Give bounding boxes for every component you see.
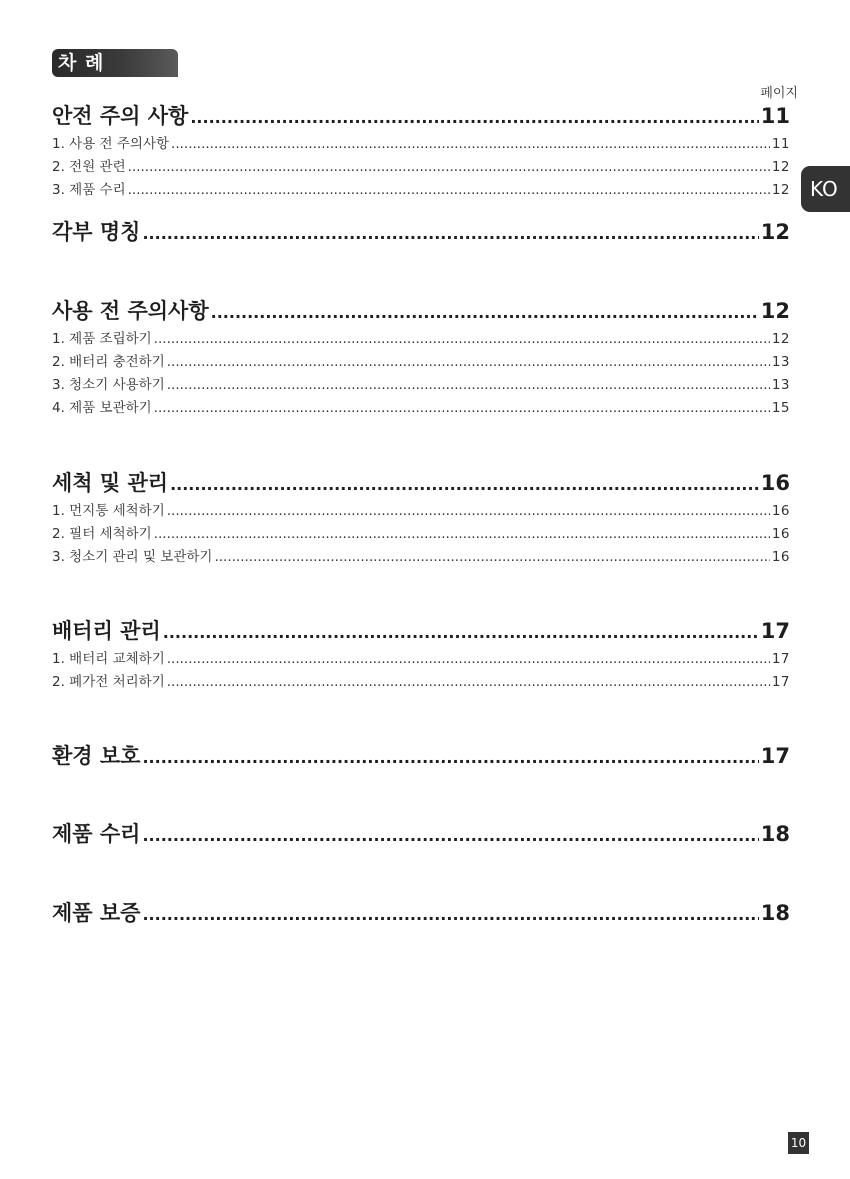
page-number: 10 <box>788 1132 809 1154</box>
toc-sub-label: 2. 필터 세척하기 <box>52 526 152 542</box>
toc-main-entry[interactable] <box>52 818 790 850</box>
toc-sub-entry[interactable] <box>52 647 790 670</box>
toc-sub-entry[interactable] <box>52 545 790 568</box>
leader-dots <box>128 159 770 175</box>
toc-section-cleaning <box>52 467 790 568</box>
toc-section-safety <box>52 100 790 201</box>
toc-sub-page: 12 <box>771 331 790 347</box>
leader-dots <box>170 475 759 494</box>
leader-dots <box>142 748 758 767</box>
toc-section-warranty <box>52 897 790 929</box>
toc-sub-page: 16 <box>771 549 790 565</box>
toc-sub-entry[interactable] <box>52 178 790 201</box>
toc-sub-label: 2. 배터리 충전하기 <box>52 354 165 370</box>
leader-dots <box>190 108 758 127</box>
toc-section-parts <box>52 216 790 248</box>
toc-main-title: 세척 및 관리 <box>52 471 169 495</box>
toc-sub-page: 17 <box>771 651 790 667</box>
toc-main-title: 배터리 관리 <box>52 619 161 643</box>
toc-main-title: 제품 수리 <box>52 822 141 846</box>
toc-main-title: 각부 명칭 <box>52 220 141 244</box>
toc-main-page: 11 <box>760 104 790 128</box>
leader-dots <box>142 224 758 243</box>
toc-main-title: 환경 보호 <box>52 744 141 768</box>
leader-dots <box>167 354 770 370</box>
toc-main-title: 제품 보증 <box>52 901 141 925</box>
toc-main-entry[interactable] <box>52 100 790 132</box>
toc-section-environment <box>52 740 790 772</box>
toc-sub-label: 1. 배터리 교체하기 <box>52 651 165 667</box>
toc-main-page: 12 <box>760 220 790 244</box>
leader-dots <box>163 623 759 642</box>
toc-section-before-use <box>52 295 790 419</box>
toc-main-entry[interactable] <box>52 740 790 772</box>
leader-dots <box>214 549 769 565</box>
toc-sub-page: 12 <box>771 159 790 175</box>
leader-dots <box>211 303 759 322</box>
language-tab[interactable]: KO <box>801 166 850 212</box>
toc-main-title: 사용 전 주의사항 <box>52 299 209 323</box>
leader-dots <box>154 400 770 416</box>
toc-sub-label: 1. 먼지통 세척하기 <box>52 503 165 519</box>
toc-sub-entry[interactable] <box>52 155 790 178</box>
toc-sub-label: 3. 제품 수리 <box>52 182 126 198</box>
toc-main-entry[interactable] <box>52 467 790 499</box>
toc-sub-label: 4. 제품 보관하기 <box>52 400 152 416</box>
leader-dots <box>142 905 758 924</box>
toc-sub-entry[interactable] <box>52 350 790 373</box>
toc-sub-entry[interactable] <box>52 396 790 419</box>
toc-main-entry[interactable] <box>52 615 790 647</box>
toc-sub-label: 2. 폐가전 처리하기 <box>52 674 165 690</box>
toc-main-page: 18 <box>760 901 790 925</box>
toc-title-badge: 차 례 <box>52 49 178 77</box>
leader-dots <box>154 331 770 347</box>
toc-sub-label: 2. 전원 관련 <box>52 159 126 175</box>
toc-main-entry[interactable] <box>52 897 790 929</box>
leader-dots <box>171 136 770 152</box>
toc-main-title: 안전 주의 사항 <box>52 104 189 128</box>
toc-main-page: 12 <box>760 299 790 323</box>
page-column-label: 페이지 <box>760 86 798 101</box>
toc-sub-page: 13 <box>771 354 790 370</box>
toc-sub-entry[interactable] <box>52 522 790 545</box>
toc-sub-entry[interactable] <box>52 499 790 522</box>
leader-dots <box>154 526 770 542</box>
toc-main-page: 16 <box>760 471 790 495</box>
toc-main-page: 17 <box>760 619 790 643</box>
leader-dots <box>167 377 770 393</box>
toc-main-page: 18 <box>760 822 790 846</box>
toc-sub-page: 17 <box>771 674 790 690</box>
toc-sub-label: 1. 제품 조립하기 <box>52 331 152 347</box>
leader-dots <box>142 826 758 845</box>
leader-dots <box>128 182 770 198</box>
toc-section-repair <box>52 818 790 850</box>
toc-sub-page: 16 <box>771 526 790 542</box>
toc-sub-label: 3. 청소기 관리 및 보관하기 <box>52 549 213 565</box>
toc-sub-entry[interactable] <box>52 132 790 155</box>
toc-sub-entry[interactable] <box>52 373 790 396</box>
leader-dots <box>167 674 770 690</box>
toc-sub-label: 1. 사용 전 주의사항 <box>52 136 170 152</box>
toc-sub-page: 15 <box>771 400 790 416</box>
toc-section-battery <box>52 615 790 693</box>
toc-main-entry[interactable] <box>52 216 790 248</box>
toc-sub-label: 3. 청소기 사용하기 <box>52 377 165 393</box>
toc-sub-page: 12 <box>771 182 790 198</box>
toc-sub-page: 16 <box>771 503 790 519</box>
toc-sub-entry[interactable] <box>52 670 790 693</box>
leader-dots <box>167 651 770 667</box>
leader-dots <box>167 503 770 519</box>
toc-main-entry[interactable] <box>52 295 790 327</box>
toc-sub-page: 13 <box>771 377 790 393</box>
toc-sub-page: 11 <box>771 136 790 152</box>
toc-main-page: 17 <box>760 744 790 768</box>
toc-sub-entry[interactable] <box>52 327 790 350</box>
